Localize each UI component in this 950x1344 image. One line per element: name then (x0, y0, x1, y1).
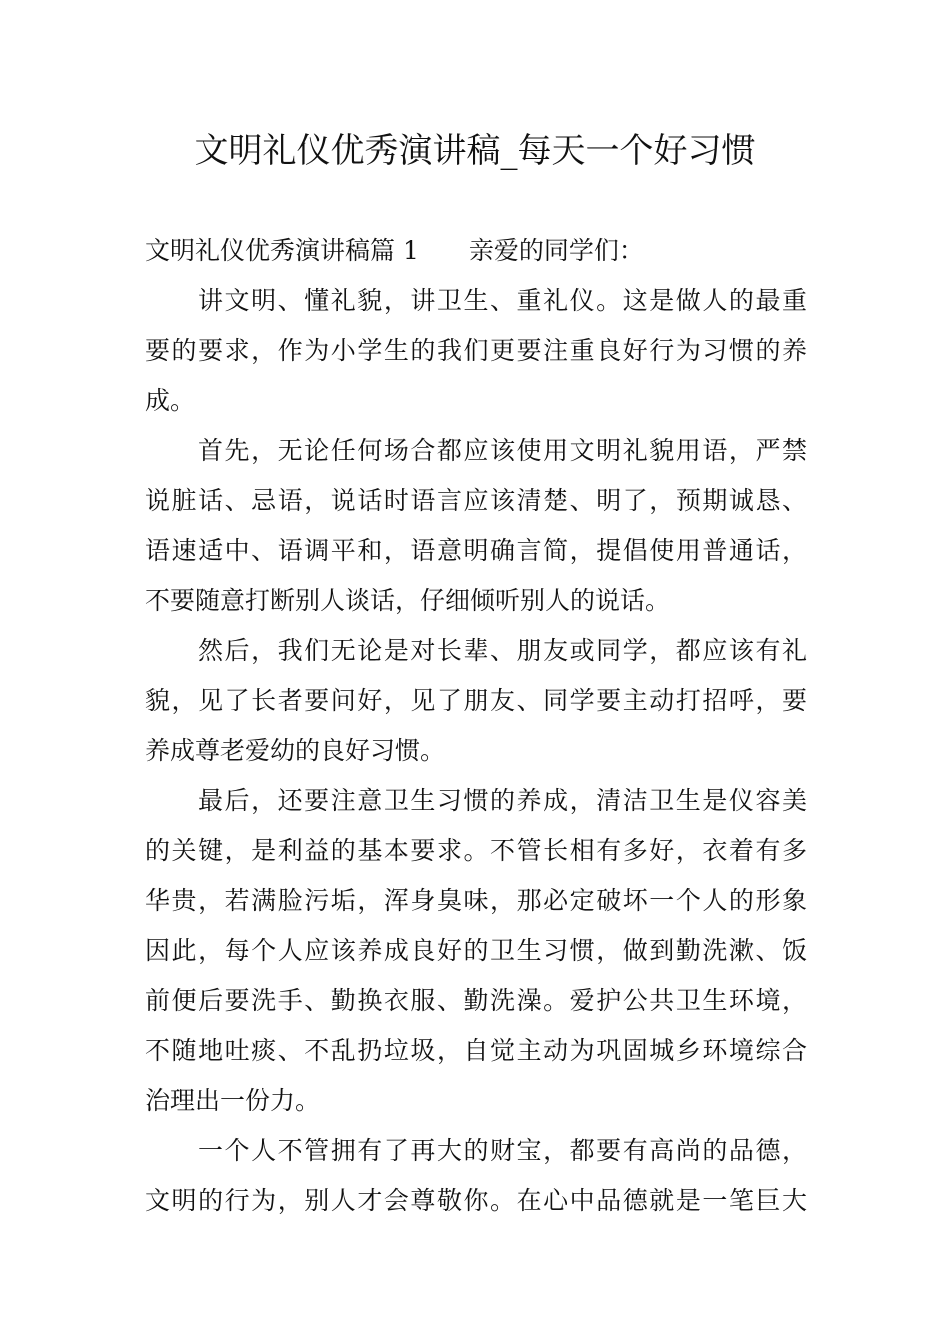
paragraph-line: 然后，我们无论是对长辈、朋友或同学，都应该有礼 (198, 636, 807, 665)
paragraph-line: 因此，每个人应该养成良好的卫生习惯，做到勤洗漱、饭 (145, 936, 807, 965)
paragraph-5 (145, 1126, 807, 1226)
paragraph-line: 首先，无论任何场合都应该使用文明礼貌用语，严禁 (198, 436, 807, 465)
paragraph-line: 前便后要洗手、勤换衣服、勤洗澡。爱护公共卫生环境， (145, 986, 807, 1015)
paragraph-line: 说脏话、忌语，说话时语言应该清楚、明了，预期诚恳、 (145, 486, 807, 515)
document-title: 文明礼仪优秀演讲稿_每天一个好习惯 (194, 131, 756, 171)
paragraph-line: 华贵，若满脸污垢，浑身臭味，那必定破坏一个人的形象 (145, 886, 807, 915)
paragraph-line: 讲文明、懂礼貌，讲卫生、重礼仪。这是做人的最重 (198, 286, 807, 315)
document-body (145, 226, 807, 1226)
paragraph-line: 的关键，是利益的基本要求。不管长相有多好，衣着有多 (145, 836, 807, 865)
speech-heading: 文明礼仪优秀演讲稿篇 1 (145, 236, 419, 265)
paragraph-line: 要的要求，作为小学生的我们更要注重良好行为习惯的养 (145, 336, 807, 365)
paragraph-line: 成。 (145, 386, 196, 415)
paragraph-line: 治理出一份力。 (145, 1086, 321, 1115)
paragraph-2 (145, 426, 807, 626)
paragraph-3 (145, 626, 807, 776)
paragraph-line: 貌，见了长者要问好，见了朋友、同学要主动打招呼，要 (145, 686, 807, 715)
paragraph-line: 不随地吐痰、不乱扔垃圾，自觉主动为巩固城乡环境综合 (145, 1036, 807, 1065)
paragraph-1 (145, 276, 807, 426)
paragraph-line: 语速适中、语调平和，语意明确言简，提倡使用普通话， (145, 536, 807, 565)
paragraph-line: 不要随意打断别人谈话，仔细倾听别人的说话。 (145, 586, 671, 615)
heading-line (145, 226, 807, 276)
paragraph-line: 一个人不管拥有了再大的财宝，都要有高尚的品德， (198, 1136, 807, 1165)
paragraph-line: 文明的行为，别人才会尊敬你。在心中品德就是一笔巨大 (145, 1186, 807, 1215)
paragraph-line: 养成尊老爱幼的良好习惯。 (145, 736, 446, 765)
salutation: 亲爱的同学们： (468, 236, 644, 265)
paragraph-4 (145, 776, 807, 1126)
paragraph-line: 最后，还要注意卫生习惯的养成，清洁卫生是仪容美 (198, 786, 807, 815)
